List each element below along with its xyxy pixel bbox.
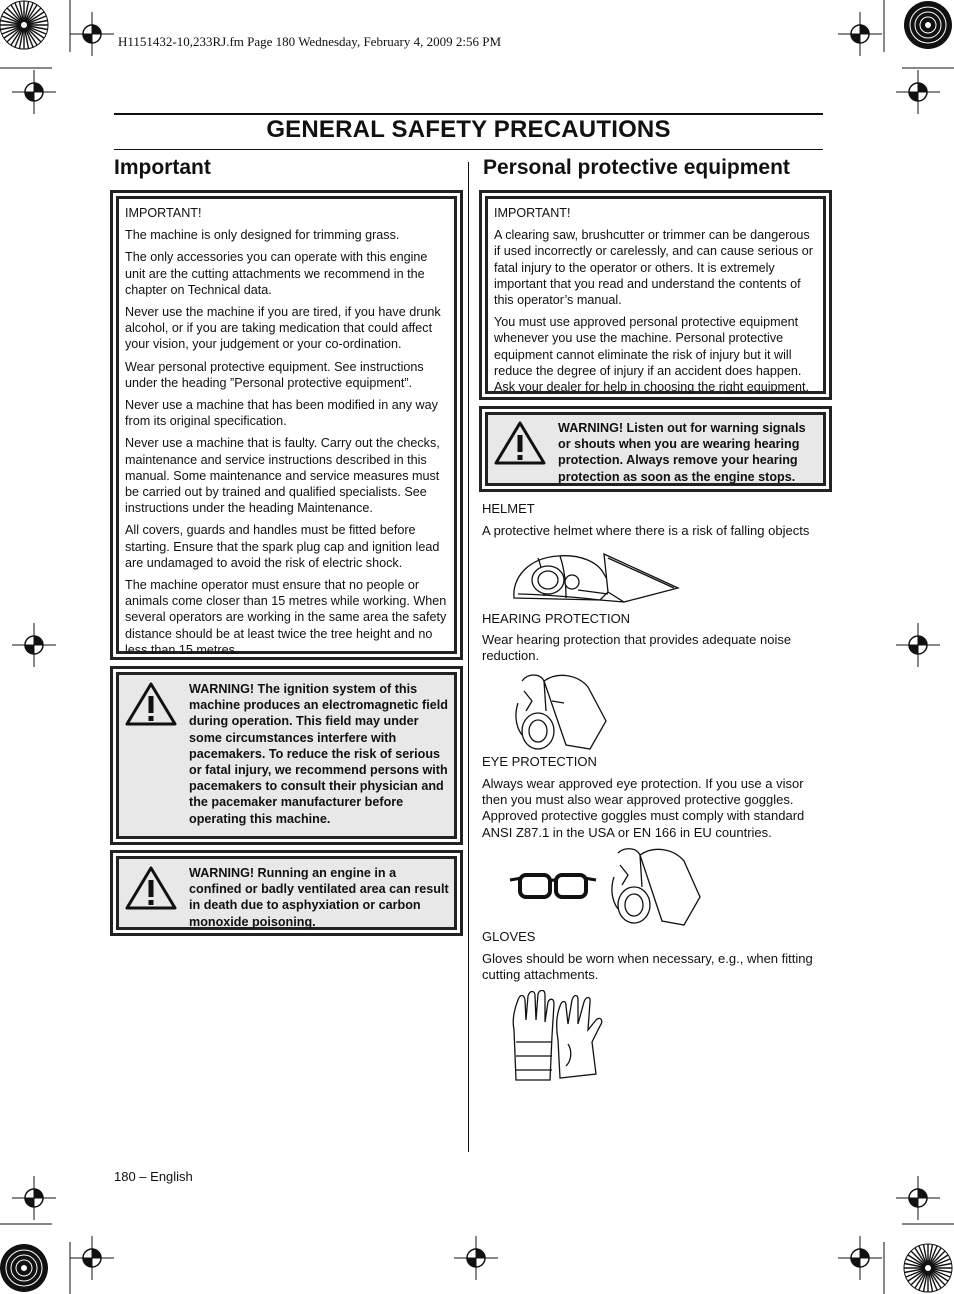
- important-paragraph: The only accessories you can operate with this engine unit are the cutting attachments we recommend in the chapter on Technical data.: [125, 250, 428, 297]
- helmet-icon: [508, 548, 680, 606]
- right-heading: Personal protective equipment: [483, 156, 790, 179]
- section-heading-eye: EYE PROTECTION: [482, 754, 597, 769]
- section-heading-helmet: HELMET: [482, 501, 535, 516]
- warning-text: WARNING! Listen out for warning signals or shouts when you are wearing hearing protection. Always remove your hearing protection as soon as the engine stops.: [558, 421, 806, 484]
- warning-triangle-icon: [125, 681, 177, 727]
- warning-triangle-icon: [494, 420, 546, 466]
- gloves-icon: [508, 990, 604, 1082]
- warning-box-hearing: [485, 412, 826, 486]
- warning-triangle-icon: [125, 865, 177, 911]
- warning-box-ventilation: [116, 856, 457, 930]
- section-text-helmet: A protective helmet where there is a risk of falling objects: [482, 523, 810, 538]
- important-paragraph: Never use a machine that is faulty. Carry out the checks, maintenance and service instructions described in this manual. Some maintenance and service measures must be carried out by trained and qualified specialists. See instructions under the heading Maintenance.: [125, 436, 440, 516]
- title-bottom-rule: [114, 149, 823, 150]
- section-text-gloves: Gloves should be worn when necessary, e.g., when fitting cutting attachments.: [482, 951, 813, 983]
- important-paragraph: You must use approved personal protective equipment whenever you use the machine. Personal protective equipment cannot eliminate the risk of injury but it will reduce the degree of injury if an accident does happen. Ask your dealer for help in choosing the right equipment.: [494, 315, 810, 395]
- title-top-rule: [114, 113, 823, 115]
- important-paragraph: Never use the machine if you are tired, if you have drunk alcohol, or if you are taking medication that could affect your vision, your judgement or your co-ordination.: [125, 305, 441, 352]
- important-paragraph: The machine is only designed for trimming grass.: [125, 228, 400, 243]
- important-paragraph: A clearing saw, brushcutter or trimmer can be dangerous if used incorrectly or carelessly, and can cause serious or fatal injury to the operator or others. It is extremely important that you read and understand the contents of this operator’s manual.: [494, 228, 813, 308]
- file-header: H1151432-10,233RJ.fm Page 180 Wednesday, February 4, 2009 2:56 PM: [118, 34, 502, 49]
- warning-text: WARNING! Running an engine in a confined or badly ventilated area can result in death due to asphyxiation or carbon monoxide poisoning.: [189, 866, 449, 929]
- important-box-right: [485, 196, 826, 394]
- important-paragraph: All covers, guards and handles must be fitted before starting. Ensure that the spark plug cap and ignition lead are undamaged to avoid the risk of electric shock.: [125, 523, 440, 570]
- column-divider: [468, 162, 469, 1152]
- page-title: GENERAL SAFETY PRECAUTIONS: [266, 116, 671, 143]
- section-heading-gloves: GLOVES: [482, 929, 536, 944]
- important-paragraph: Never use a machine that has been modified in any way from its original specification.: [125, 398, 438, 429]
- visor-icon: [606, 847, 702, 927]
- page-footer: 180 – English: [114, 1169, 193, 1184]
- important-paragraph: The machine operator must ensure that no people or animals come closer than 15 metres while working. When several operators are working in the same area the safety distance should be at least twice the tree height and no less than 15 metres.: [125, 578, 447, 657]
- warning-text: WARNING! The ignition system of this machine produces an electromagnetic field during operation. This field may under some circumstances interfere with pacemakers. To reduce the risk of serious or fatal injury, we recommend persons with pacemakers to consult their physician and the pacemaker manufacturer before operating this machine.: [189, 682, 448, 826]
- important-label: IMPORTANT!: [494, 206, 571, 220]
- important-label: IMPORTANT!: [125, 206, 202, 220]
- important-box-left: [116, 196, 457, 657]
- goggles-icon: [508, 872, 598, 902]
- section-text-hearing: Wear hearing protection that provides adequate noise reduction.: [482, 632, 792, 664]
- section-text-eye: Always wear approved eye protection. If you use a visor then you must also wear approved protective goggles. Approved protective goggles must comply with standard ANSI Z87.1 in the USA or EN 166 in EU countries.: [482, 776, 805, 840]
- left-heading: Important: [114, 156, 211, 179]
- important-paragraph: Wear personal protective equipment. See instructions under the heading ”Personal protective equipment”.: [125, 359, 424, 390]
- hearing-protection-icon: [508, 671, 608, 751]
- section-heading-hearing: HEARING PROTECTION: [482, 611, 631, 626]
- warning-box-ignition: [116, 672, 457, 839]
